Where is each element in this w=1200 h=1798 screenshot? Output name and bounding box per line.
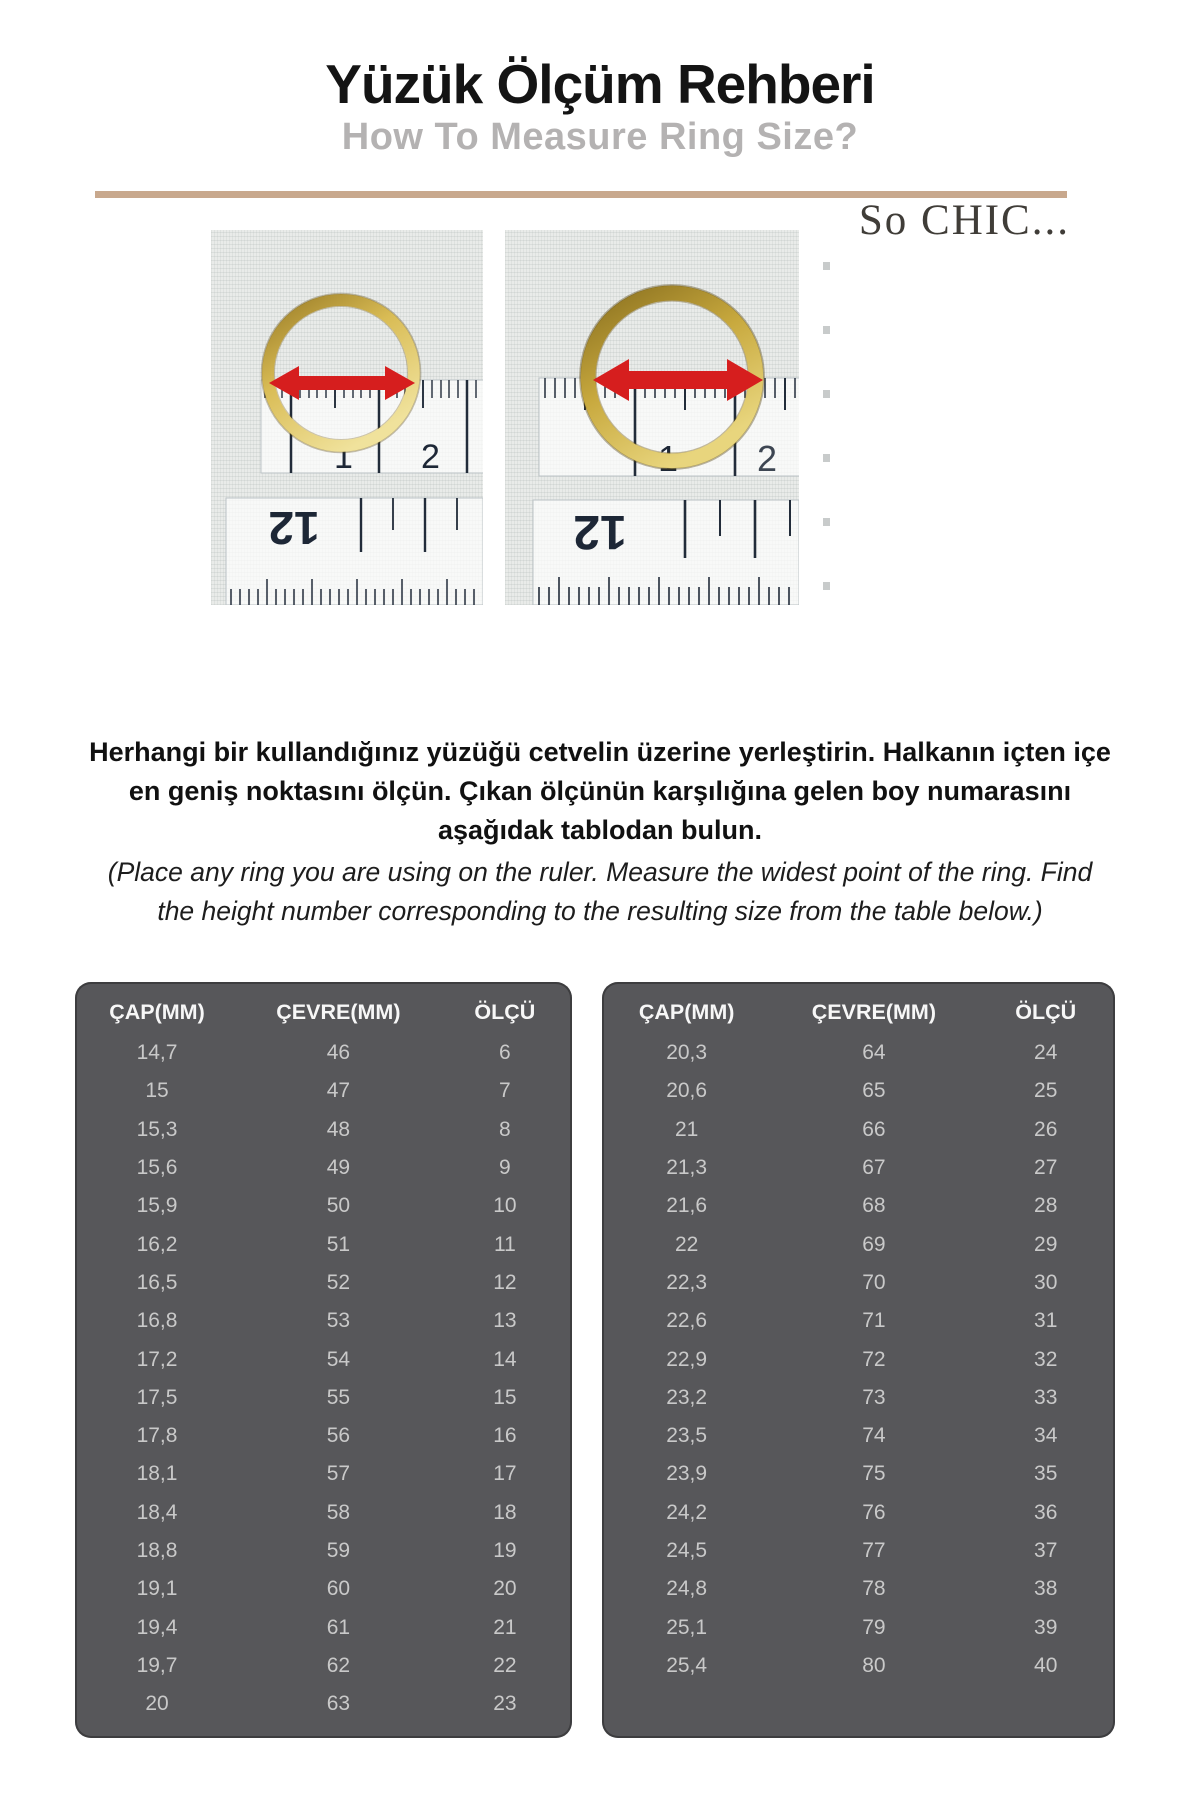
table-cell: 68 [862, 1194, 886, 1218]
table-row [75, 1417, 572, 1455]
table-cell: 18 [493, 1500, 517, 1524]
table-row [602, 1455, 1115, 1493]
table-cell: 16,8 [136, 1309, 178, 1333]
ring-photo-large [505, 230, 799, 605]
table-cell: 19 [493, 1539, 517, 1562]
table-cell: 15,9 [136, 1194, 178, 1218]
table-cell: 22,6 [666, 1309, 708, 1333]
table-cell: 23,9 [666, 1462, 708, 1486]
ruler-number: 2 [421, 438, 440, 476]
table-cell: 22,3 [666, 1270, 708, 1294]
table-cell: 20,3 [666, 1041, 708, 1065]
table-cell: 77 [862, 1539, 886, 1562]
ruler-bottom [226, 498, 483, 605]
table-row [75, 1570, 572, 1608]
table-header-row [75, 990, 572, 1034]
table-cell: 32 [1034, 1347, 1058, 1371]
table-cell: 56 [326, 1424, 351, 1448]
table-row [75, 1494, 572, 1532]
table-header-cell: ÇEVRE(MM) [811, 999, 936, 1024]
table-cell: 64 [862, 1041, 886, 1065]
table-cell: 58 [326, 1500, 351, 1524]
table-cell: 25,1 [666, 1615, 708, 1639]
table-header-cell: ÇAP(MM) [109, 999, 205, 1024]
ruler-number: 1 [658, 438, 679, 479]
table-cell: 52 [326, 1270, 351, 1294]
table-cell: 13 [493, 1309, 517, 1333]
table-row [602, 1379, 1115, 1417]
table-cell: 24,5 [666, 1539, 708, 1562]
table-cell: 34 [1034, 1424, 1058, 1448]
table-cell: 37 [1034, 1539, 1058, 1562]
table-row [75, 1149, 572, 1187]
table-cell: 62 [326, 1653, 351, 1677]
table-cell: 21 [493, 1615, 517, 1639]
table-cell: 14,7 [136, 1041, 178, 1065]
ruler-edge-marks [823, 262, 830, 590]
table-header-cell: ÖLÇÜ [1015, 999, 1077, 1024]
table-cell: 14 [493, 1347, 517, 1371]
table-cell: 51 [326, 1232, 351, 1256]
table-row [75, 1608, 572, 1646]
table-cell: 19,7 [136, 1653, 178, 1677]
table-cell: 53 [326, 1309, 351, 1333]
table-header-cell: ÖLÇÜ [474, 999, 536, 1024]
table-cell: 75 [862, 1462, 886, 1486]
table-cell: 74 [862, 1424, 886, 1448]
table-header-cell: ÇAP(MM) [638, 999, 735, 1024]
table-cell: 21 [674, 1117, 699, 1141]
ring-photo-small-drawing [211, 230, 483, 605]
table-row [75, 1340, 572, 1378]
table-cell: 23,5 [666, 1424, 708, 1448]
table-cell: 69 [862, 1232, 886, 1256]
table-cell: 48 [326, 1117, 351, 1141]
table-row [602, 1111, 1115, 1149]
table-cell: 31 [1034, 1309, 1058, 1333]
table-cell: 23,2 [666, 1385, 708, 1409]
table-cell: 25 [1034, 1079, 1058, 1103]
table-row [602, 1264, 1115, 1302]
table-cell: 35 [1034, 1462, 1058, 1486]
table-cell: 20 [493, 1577, 517, 1601]
table-cell: 16 [493, 1424, 517, 1448]
size-table-left [75, 982, 572, 1738]
table-cell: 21,6 [666, 1194, 708, 1218]
table-row [602, 1072, 1115, 1110]
table-row [602, 1570, 1115, 1608]
table-cell: 15,3 [136, 1117, 178, 1141]
instruction-turkish: Herhangi bir kullandığınız yüzüğü cetvelin üzerine yerleştirin. Halkanın içten içe en geniş noktasını ölçün. Çıkan ölçünün karşılığına gelen boy numarasını aşağıdak tablodan bulun. [89, 737, 1111, 845]
table-row [602, 1149, 1115, 1187]
table-cell: 15,6 [136, 1156, 178, 1180]
table-cell: 28 [1034, 1194, 1058, 1218]
table-row [602, 1647, 1115, 1685]
table-cell: 11 [493, 1232, 516, 1256]
table-row [602, 1225, 1115, 1263]
table-row [75, 1685, 572, 1723]
table-row [75, 1264, 572, 1302]
table-cell: 70 [862, 1270, 886, 1294]
table-cell: 22 [493, 1653, 517, 1677]
table-cell: 22 [674, 1232, 699, 1256]
table-cell: 29 [1034, 1232, 1058, 1256]
table-cell: 67 [862, 1156, 886, 1180]
table-cell: 40 [1034, 1653, 1058, 1677]
table-row [602, 1417, 1115, 1455]
table-cell: 7 [499, 1079, 511, 1103]
table-row [602, 1532, 1115, 1570]
table-row [75, 1072, 572, 1110]
table-cell: 49 [326, 1156, 351, 1180]
ring-photo-large-drawing [505, 230, 799, 605]
table-row [602, 1340, 1115, 1378]
table-row [75, 1455, 572, 1493]
table-row [75, 1647, 572, 1685]
table-cell: 17 [493, 1462, 517, 1486]
table-cell: 79 [862, 1615, 886, 1639]
size-table-right [602, 982, 1115, 1738]
table-cell: 24 [1034, 1041, 1058, 1065]
table-cell: 17,5 [136, 1385, 178, 1409]
table-cell: 20,6 [666, 1079, 708, 1103]
ruler-number: 12 [268, 502, 320, 554]
table-cell: 20 [145, 1692, 169, 1716]
ruler-number: 2 [757, 438, 778, 479]
table-cell: 16,5 [136, 1270, 178, 1294]
table-row [602, 1034, 1115, 1072]
table-row [602, 1494, 1115, 1532]
ring-photo-small [211, 230, 483, 605]
table-row [602, 1608, 1115, 1646]
table-cell: 38 [1034, 1577, 1058, 1601]
page-subtitle: How To Measure Ring Size? [341, 116, 859, 158]
table-cell: 50 [326, 1194, 351, 1218]
table-cell: 18,4 [136, 1500, 178, 1524]
table-cell: 12 [493, 1270, 517, 1294]
table-row [75, 1302, 572, 1340]
table-cell: 10 [493, 1194, 517, 1218]
instruction-english: (Place any ring you are using on the ruler. Measure the widest point of the ring. Find the height number corresponding to the resulting size from the table below.) [107, 857, 1093, 926]
table-cell: 55 [326, 1385, 351, 1409]
table-cell: 54 [326, 1347, 351, 1371]
table-cell: 22,9 [666, 1347, 708, 1371]
table-header-cell: ÇEVRE(MM) [276, 999, 401, 1024]
ruler-bottom [533, 500, 799, 605]
table-cell: 59 [326, 1539, 351, 1562]
table-cell: 46 [326, 1041, 351, 1065]
table-cell: 15 [145, 1079, 169, 1103]
table-cell: 39 [1034, 1615, 1058, 1639]
table-cell: 66 [862, 1117, 886, 1141]
table-cell: 47 [326, 1079, 351, 1103]
table-cell: 36 [1034, 1500, 1058, 1524]
table-cell: 72 [862, 1347, 886, 1371]
table-cell: 61 [326, 1615, 351, 1639]
table-cell: 76 [862, 1500, 886, 1524]
table-row [75, 1111, 572, 1149]
table-row [75, 1187, 572, 1225]
table-cell: 6 [499, 1041, 511, 1065]
table-row [602, 1302, 1115, 1340]
table-cell: 17,2 [136, 1347, 178, 1371]
table-cell: 8 [499, 1117, 511, 1141]
table-cell: 23 [493, 1692, 517, 1716]
table-cell: 21,3 [666, 1156, 708, 1180]
table-cell: 71 [862, 1309, 886, 1333]
table-cell: 15 [493, 1385, 517, 1409]
table-row [75, 1225, 572, 1263]
table-cell: 27 [1034, 1156, 1058, 1180]
table-cell: 24,2 [666, 1500, 708, 1524]
table-cell: 65 [862, 1079, 886, 1103]
table-row [75, 1379, 572, 1417]
table-cell: 25,4 [666, 1653, 708, 1677]
table-cell: 24,8 [666, 1577, 708, 1601]
table-cell: 16,2 [136, 1232, 178, 1256]
ruler-number: 1 [334, 438, 353, 476]
table-cell: 33 [1034, 1385, 1058, 1409]
table-cell: 18,1 [136, 1462, 178, 1486]
table-cell: 9 [499, 1156, 511, 1180]
table-row [75, 1532, 572, 1570]
brand-logo: So CHIC... [858, 197, 1070, 244]
table-cell: 60 [326, 1577, 351, 1601]
table-cell: 19,1 [136, 1577, 178, 1601]
table-cell: 18,8 [136, 1539, 178, 1562]
table-row [602, 1187, 1115, 1225]
table-cell: 26 [1034, 1117, 1058, 1141]
table-header-row [602, 990, 1115, 1034]
ruler-number: 12 [573, 505, 627, 558]
table-cell: 80 [862, 1653, 886, 1677]
table-cell: 19,4 [136, 1615, 178, 1639]
page-title: Yüzük Ölçüm Rehberi [325, 53, 875, 115]
table-cell: 30 [1034, 1270, 1058, 1294]
table-row [75, 1034, 572, 1072]
table-cell: 57 [326, 1462, 351, 1486]
table-cell: 73 [862, 1385, 886, 1409]
table-cell: 78 [862, 1577, 886, 1601]
table-cell: 17,8 [136, 1424, 178, 1448]
table-cell: 63 [326, 1692, 351, 1716]
